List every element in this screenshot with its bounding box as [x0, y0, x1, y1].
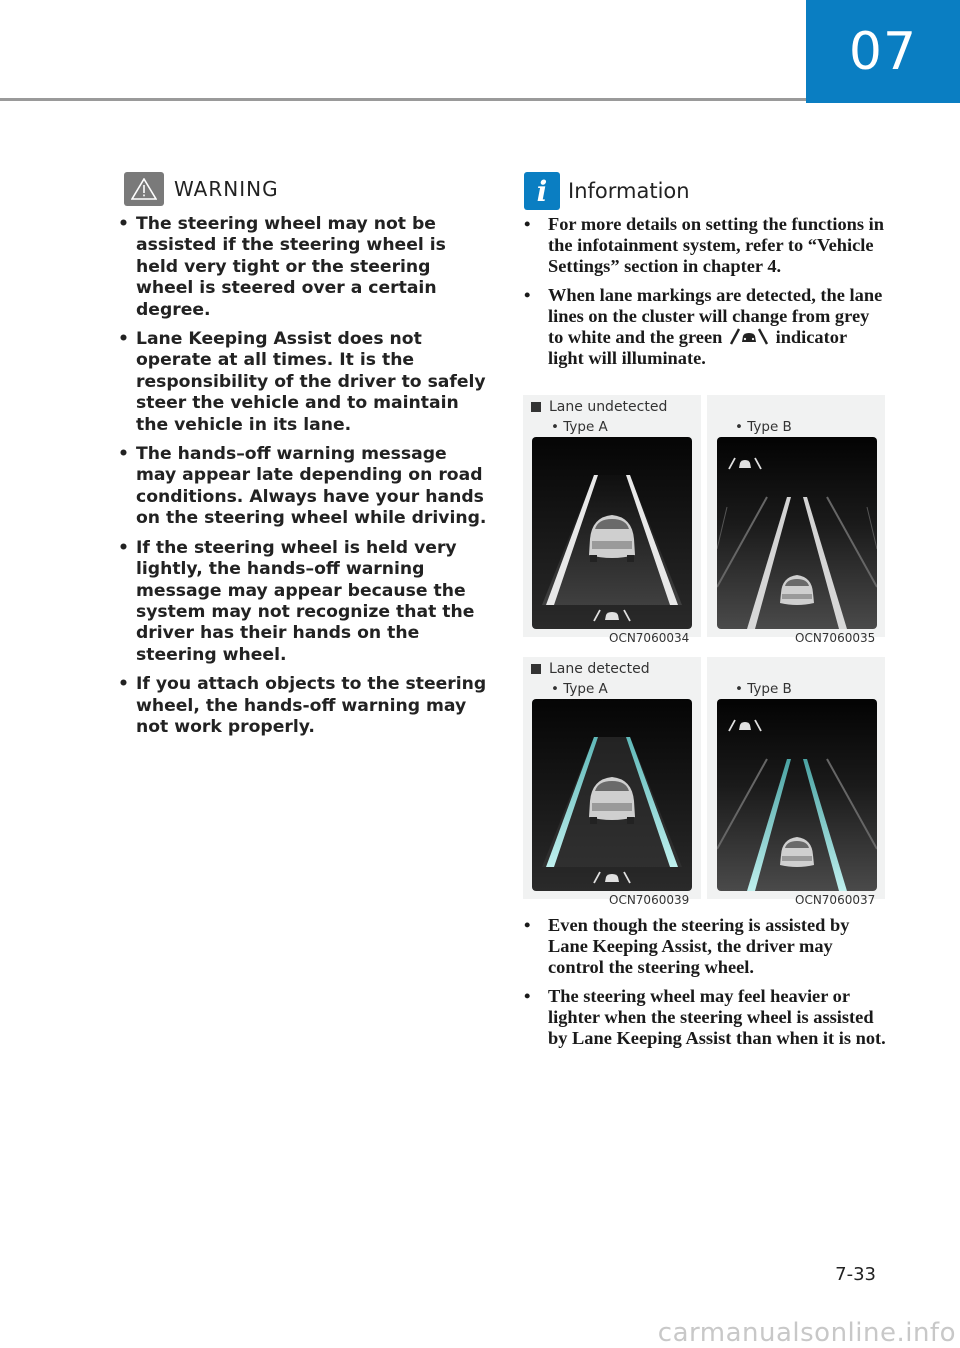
figure-lane-detected [523, 657, 885, 907]
information-item [522, 986, 886, 1049]
figure-divider [701, 395, 707, 637]
warning-item: • Lane Keeping Assist does not operate at all times. It is the responsibility of the driver to safely steer the vehicle and to maintain the vehicle in its lane. [112, 329, 492, 436]
figure-code-b: OCN7060037 [795, 893, 876, 907]
information-item-text: indicator light will illuminate. [548, 327, 847, 368]
figure-label-text: Lane detected [549, 661, 650, 677]
square-bullet-icon [531, 664, 541, 674]
figure-divider [701, 657, 707, 899]
warning-item: • The steering wheel may not be assisted if the steering wheel is held very tight or the steering wheel is steered over a certain degree. [112, 214, 492, 321]
figure-label [531, 661, 650, 677]
figure-lane-undetected [523, 395, 885, 645]
warning-item: • If the steering wheel is held very lightly, the hands–off warning message may appear because the system may not recognize that the driver has their hands on the steering wheel. [112, 538, 492, 666]
cluster-screen-type-b [717, 437, 877, 629]
information-continued [524, 915, 886, 1057]
type-b-label: • Type B [735, 419, 792, 435]
type-a-label: • Type A [551, 419, 608, 435]
page-number: 7-33 [835, 1264, 876, 1285]
cluster-screen-type-a [532, 437, 692, 629]
type-b-label: • Type B [735, 681, 792, 697]
figure-label [531, 399, 667, 415]
figure-code-b: OCN7060035 [795, 631, 876, 645]
figure-code-a: OCN7060034 [609, 631, 690, 645]
information-title: Information [568, 179, 690, 203]
warning-item: • The hands–off warning message may appear late depending on road conditions. Always have your hands on the steering wheel while driving. [112, 444, 492, 530]
information-item-text: When lane markings are detected, the lane lines on the cluster will change from grey to white and the green [548, 285, 883, 347]
figure-label-text: Lane undetected [549, 399, 668, 415]
information-item [522, 214, 886, 277]
chapter-tab: 07 [806, 0, 960, 103]
information-item-text: For more details on setting the functions in the infotainment system, refer to “Vehicle Settings” section in chapter 4. [548, 214, 884, 276]
header-rule [0, 98, 806, 101]
info-icon: i [524, 172, 560, 210]
information-item [522, 285, 886, 369]
figure-code-a: OCN7060039 [609, 893, 690, 907]
cluster-screen-type-b [717, 699, 877, 891]
information-item-text: The steering wheel may feel heavier or lighter when the steering wheel is assisted by Lane Keeping Assist than when it is not. [548, 986, 886, 1048]
warning-box [124, 172, 492, 746]
warning-triangle-icon [124, 172, 164, 206]
warning-list [124, 214, 492, 738]
warning-header [124, 172, 492, 206]
information-list [524, 915, 886, 1049]
information-header [524, 172, 886, 210]
information-item [522, 915, 886, 978]
watermark: carmanualsonline.info [657, 1318, 956, 1348]
warning-item: • If you attach objects to the steering wheel, the hands-off warning may not work properly. [112, 674, 492, 738]
information-item-text: Even though the steering is assisted by Lane Keeping Assist, the driver may control the steering wheel. [548, 915, 850, 977]
lane-keeping-assist-icon [727, 327, 771, 345]
information-box [524, 172, 886, 377]
warning-title: WARNING [174, 177, 279, 201]
information-list [524, 214, 886, 369]
cluster-screen-type-a [532, 699, 692, 891]
type-a-label: • Type A [551, 681, 608, 697]
square-bullet-icon [531, 402, 541, 412]
